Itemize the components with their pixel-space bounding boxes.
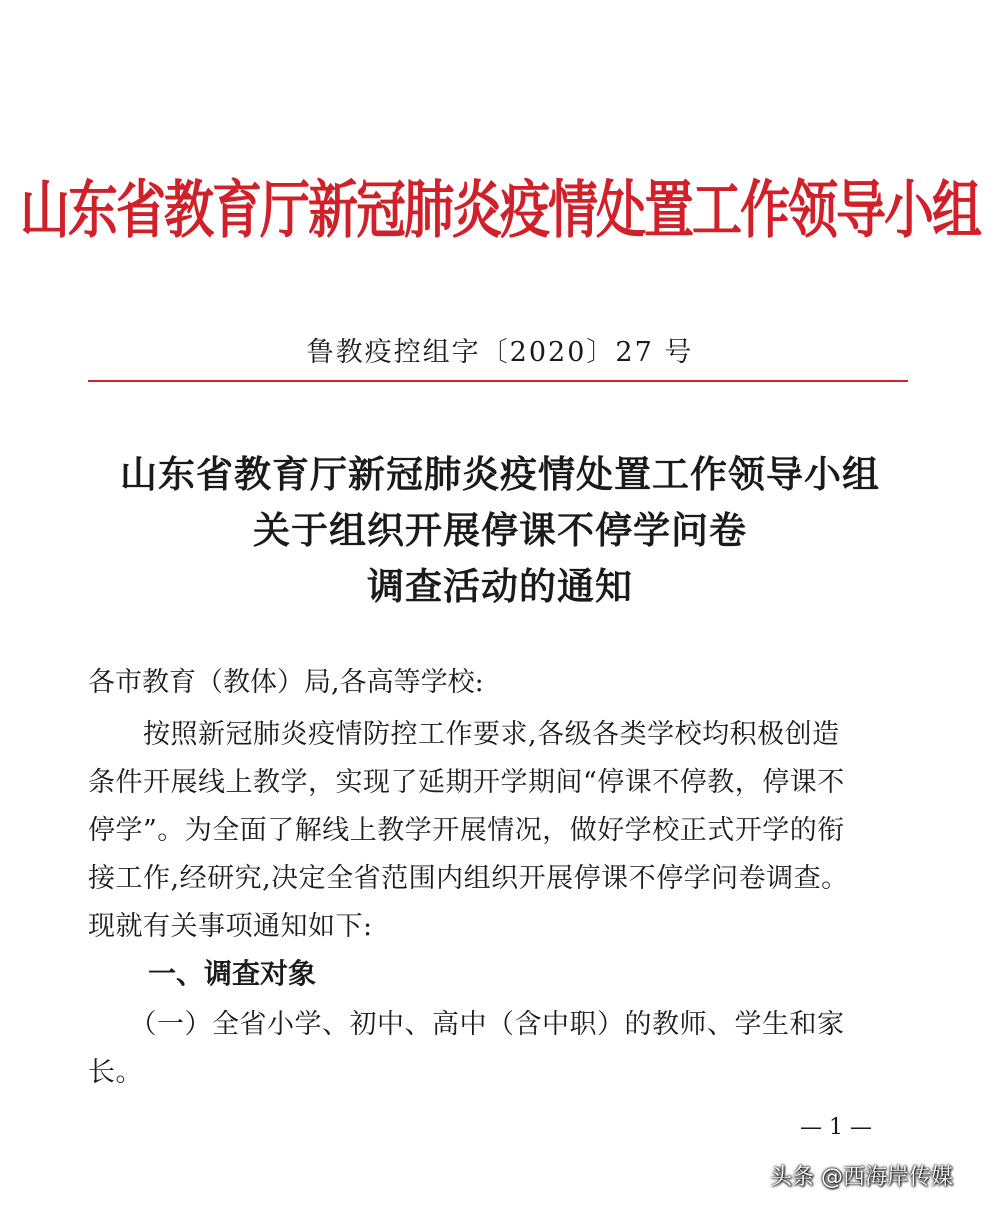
document-number: 鲁教疫控组字〔2020〕27 号 bbox=[306, 337, 694, 368]
page-number: — 1 — bbox=[800, 1115, 872, 1140]
body-paragraph-line: 条件开展线上教学，实现了延期开学期间“停课不停教，停课不 bbox=[88, 767, 845, 798]
notice-title bbox=[0, 446, 1000, 614]
notice-title-line-1: 山东省教育厅新冠肺炎疫情处置工作领导小组 bbox=[120, 452, 880, 496]
source-watermark: 头条 @西海岸传媒 bbox=[770, 1165, 953, 1190]
red-divider bbox=[88, 380, 908, 382]
section-heading-survey-targets: 一、调查对象 bbox=[148, 957, 317, 990]
notice-title-line-3: 调查活动的通知 bbox=[367, 564, 633, 608]
body-paragraph-line: 接工作,经研究,决定全省范围内组织开展停课不停学问卷调查。 bbox=[88, 863, 849, 894]
item-line: （一）全省小学、初中、高中（含中职）的教师、学生和家 bbox=[88, 1009, 845, 1040]
body-paragraph-line: 现就有关事项通知如下: bbox=[88, 911, 373, 942]
salutation: 各市教育（教体）局,各高等学校: bbox=[88, 667, 484, 698]
body-paragraph-line: 按照新冠肺炎疫情防控工作要求,各级各类学校均积极创造 bbox=[88, 719, 840, 750]
notice-title-line-2: 关于组织开展停课不停学问卷 bbox=[253, 508, 747, 552]
item-line: 长。 bbox=[88, 1057, 143, 1088]
org-header-title: 山东省教育厅新冠肺炎疫情处置工作领导小组 bbox=[20, 172, 980, 247]
body-paragraph-line: 停学”。为全面了解线上教学开展情况，做好学校正式开学的衔 bbox=[88, 815, 845, 846]
